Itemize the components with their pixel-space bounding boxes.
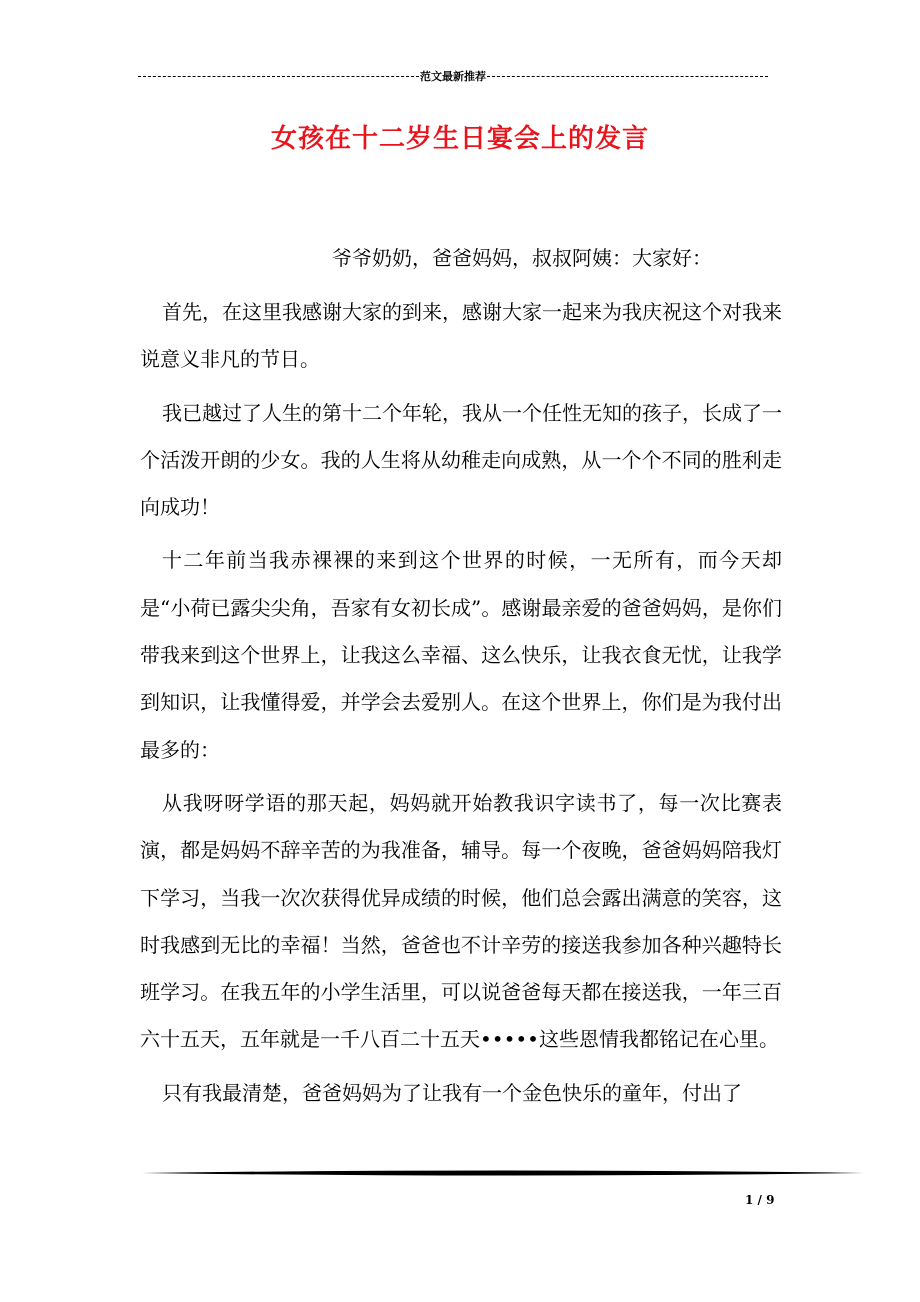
- page-header: [138, 68, 768, 84]
- salutation: 爷爷奶奶，爸爸妈妈，叔叔阿姨：大家好：: [332, 246, 712, 270]
- header-label: 范文最新推荐: [420, 70, 486, 83]
- paragraph: 我已越过了人生的第十二个年轮，我从一个任性无知的孩子，长成了一个活泼开朗的少女。我的人生将从幼稚走向成熟，从一个个不同的胜利走向成功！: [140, 400, 782, 520]
- header-dash-right: [487, 76, 768, 77]
- paragraph: 十二年前当我赤裸裸的来到这个世界的时候，一无所有，而今天却是“小荷已露尖尖角，吾家有女初长成”。感谢最亲爱的爸爸妈妈，是你们带我来到这个世界上，让我这么幸福、这么快乐，让我衣食无忧，让我学到知识，让我懂得爱，并学会去爱别人。在这个世界上，你们是为我付出最多的：: [140, 548, 782, 762]
- page-number: 1 / 9: [745, 1193, 775, 1207]
- paragraph: 从我呀呀学语的那天起，妈妈就开始教我识字读书了，每一次比赛表演，都是妈妈不辞辛苦的为我准备，辅导。每一个夜晚，爸爸妈妈陪我灯下学习，当我一次次获得优异成绩的时候，他们总会露出满意的笑容，这时我感到无比的幸福！当然，爸爸也不计辛劳的接送我参加各种兴趣特长班学习。在我五年的小学生活里，可以说爸爸每天都在接送我，一年三百六十五天，五年就是一千八百二十五天•••••这些恩情我都铭记在心里。: [140, 790, 782, 1052]
- document-body: [140, 235, 782, 1123]
- document-title: 女孩在十二岁生日宴会上的发言: [270, 124, 649, 154]
- footer-rule: [142, 1169, 864, 1177]
- paragraph: 只有我最清楚，爸爸妈妈为了让我有一个金色快乐的童年，付出了: [162, 1080, 742, 1105]
- paragraph: 首先，在这里我感谢大家的到来，感谢大家一起来为我庆祝这个对我来说意义非凡的节日。: [140, 300, 782, 372]
- header-dash-left: [138, 76, 419, 77]
